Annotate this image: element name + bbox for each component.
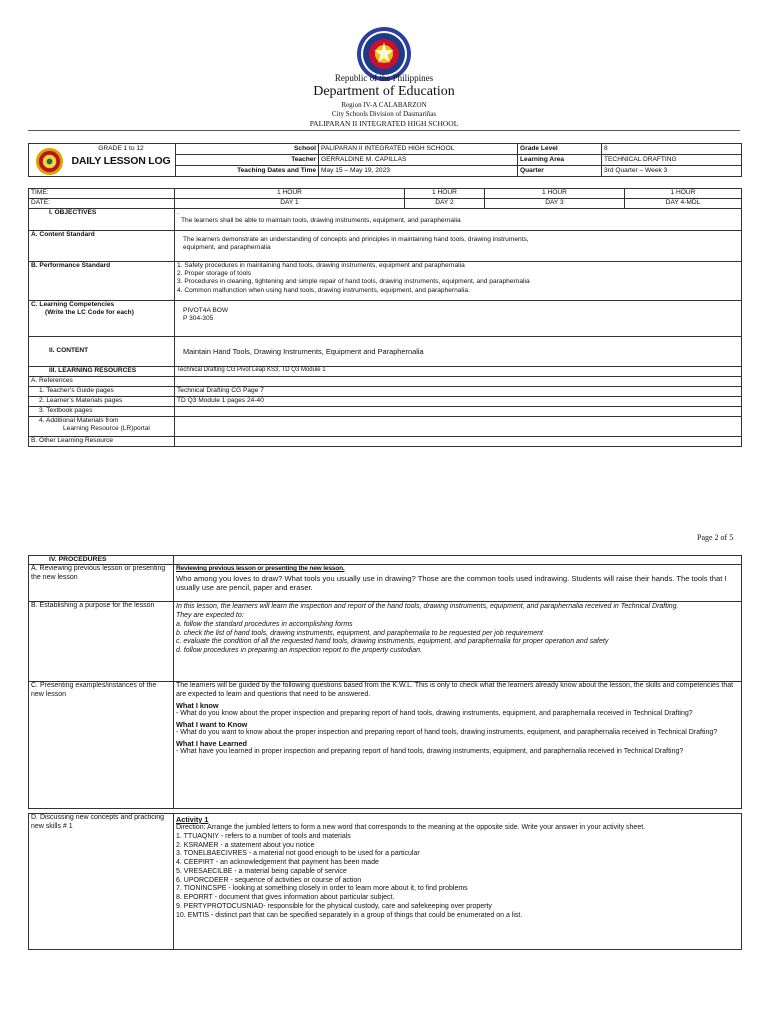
objectives-cell <box>175 209 742 231</box>
republic-line: Republic of the Philippines <box>334 73 434 83</box>
date-day1: DAY 1 <box>175 199 405 209</box>
dll-title-cell <box>29 144 176 177</box>
procedure-a-text: Who among you loves to draw? What tools you usually use in drawing? Those are the common tools used indrawing. Students will raise their hands. The tools that I usually use are pencil, paper and eraser. <box>176 573 727 593</box>
teaching-dates-label: Teaching Dates and Time <box>176 166 319 177</box>
learning-resources-text: Technical Drafting CG Pivot Leap KS3, TD Q3 Module 1 <box>175 367 742 377</box>
date-label: DATE: <box>29 199 175 209</box>
procedure-b-row <box>29 602 742 682</box>
other-resource-row <box>29 437 742 447</box>
activity-item-8: 8. EPORRT - document that gives information about particular subject. <box>176 894 395 902</box>
performance-item-3: 3. Procedures in cleaning, tightening and simple repair of hand tools, drawing instruments, equipment, and paraphernalia <box>177 278 530 286</box>
objectives-dot: . <box>177 209 179 216</box>
procedure-c-label: C. Presenting examples/instances of the new lesson <box>29 682 174 809</box>
performance-standard-row <box>29 262 742 301</box>
content-standard-row <box>29 231 742 262</box>
procedure-b-item-d: d. follow procedures in preparing an inspection report to the property custodian. <box>176 647 422 655</box>
procedure-b-item-a: a. follow the standard procedures in accomplishing forms <box>176 620 353 628</box>
learning-competencies-cell <box>29 301 175 337</box>
time-day4: 1 HOUR <box>625 189 742 199</box>
activity-item-6: 6. UPORCDEER - sequence of activities or course of action <box>176 876 362 884</box>
content-label: II. CONTENT <box>29 337 175 367</box>
activity-direction: Direction: Arrange the jumbled letters to form a new word that corresponds to the meaning at the opposite side. Write your answer in your activity sheet. <box>176 824 646 832</box>
date-day2: DAY 2 <box>405 199 485 209</box>
time-day2: 1 HOUR <box>405 189 485 199</box>
date-day4: DAY 4-MDL <box>625 199 742 209</box>
lc-code-cell <box>175 301 742 337</box>
content-row <box>29 337 742 367</box>
school-name-line: PALIPARAN II INTEGRATED HIGH SCHOOL <box>309 119 459 128</box>
what-i-know-title: What I know <box>176 700 219 710</box>
performance-standard-cell <box>175 262 742 301</box>
teachers-guide-value: Technical Drafting CG Page 7 <box>175 387 742 397</box>
what-i-know-text: - What do you know about the proper inspection and preparing report of hand tools, drawing instruments, equipment, and paraphernalia received in Technical Drafting? <box>176 710 693 718</box>
activity-item-2: 2. KSRAMER - a statement about you notice <box>176 841 315 849</box>
procedure-c-intro: The learners will be guided by the following questions based from the K.W.L. This is only to check what the learners already know about the lesson, the skills and competencies that are expected to learn and questions that need to be answered. <box>176 682 734 699</box>
content-standard-text-2: equipment, and paraphernalia <box>183 244 271 252</box>
references-value <box>175 377 742 387</box>
objectives-row <box>29 209 742 231</box>
activity-table <box>28 813 742 950</box>
grade-level-value: 8 <box>602 144 742 155</box>
teacher-value: GERRALDINE M. CAPILLAS <box>319 155 518 166</box>
content-standard-text: The learners demonstrate an understanding of concepts and principles in maintaining hand tools, drawing instruments, <box>183 236 529 243</box>
learning-resources-row <box>29 367 742 377</box>
activity-item-10: 10. EMTIS - distinct part that can be specified separately in a group of things that could be enumerated on a list. <box>176 911 523 919</box>
activity-item-4: 4. CEEPIRT - an acknowledgement that payment has been made <box>176 859 379 867</box>
procedure-b-label: B. Establishing a purpose for the lesson <box>29 602 174 682</box>
page-number: Page 2 of 5 <box>697 533 734 542</box>
learning-competencies-label: C. Learning Competencies <box>31 301 115 308</box>
performance-item-2: 2. Proper storage of tools <box>177 270 252 278</box>
procedure-a-title: Reviewing previous lesson or presenting the new lesson. <box>176 565 345 573</box>
what-i-want-title: What I want to Know <box>176 719 248 729</box>
lesson-info-table <box>28 143 742 177</box>
grade-level-label: Grade Level <box>518 144 602 155</box>
additional-materials-label: 4. Additional Materials from <box>39 417 119 424</box>
performance-item-4: 4. Common malfunction when using hand tools, drawing instruments, equipment, and paraphernalia. <box>177 286 470 294</box>
time-label: TIME: <box>29 189 175 199</box>
procedures-table <box>28 555 742 809</box>
performance-standard-label: B. Performance Standard <box>29 262 175 301</box>
procedures-header-row <box>29 556 742 565</box>
learners-materials-label: 2. Learner’s Materials pages <box>29 397 175 407</box>
activity-item-7: 7. TIONINCSPE - looking at something closely in order to learn more about it, to find problems <box>176 885 468 893</box>
time-day1: 1 HOUR <box>175 189 405 199</box>
additional-materials-cell <box>29 417 175 437</box>
procedures-label: IV. PROCEDURES <box>29 556 174 565</box>
other-resource-value <box>175 437 742 447</box>
teachers-guide-row <box>29 387 742 397</box>
header-divider <box>28 130 740 131</box>
teaching-dates-value: May 15 – May 19, 2023 <box>319 166 518 177</box>
learning-resources-label: III. LEARNING RESOURCES <box>29 367 175 377</box>
procedure-b-intro: In this lesson, the learners will learn the inspection and report of the hand tools, drawing instruments, equipment, and paraphernalia received in Technical Drafting. <box>176 603 679 611</box>
activity-item-1: 1. TTUAQNIY - refers to a number of tools and materials <box>176 832 351 840</box>
date-row <box>29 199 742 209</box>
learning-area-label: Learning Area <box>518 155 602 166</box>
content-standard-label: A. Content Standard <box>29 231 175 262</box>
additional-materials-label-2: Learning Resource (LR)portal <box>63 425 150 433</box>
activity-item-3: 3. TONELBAECIVRES - a material not good enough to be used for a particular <box>176 850 420 858</box>
division-line: City Schools Division of Dasmariñas <box>331 110 437 118</box>
objectives-label: I. OBJECTIVES <box>29 209 175 231</box>
procedure-c-row <box>29 682 742 809</box>
quarter-label: Quarter <box>518 166 602 177</box>
content-standard-cell <box>175 231 742 262</box>
procedure-a-label: A. Reviewing previous lesson or presenting the new lesson <box>29 565 174 602</box>
procedure-c-cell <box>174 682 742 809</box>
procedure-b-item-b: b. check the list of hand tools, drawing instruments, equipment, and paraphernalia to be requested per job requirement <box>176 629 543 637</box>
teachers-guide-label: 1. Teacher’s Guide pages <box>29 387 175 397</box>
learners-materials-value: TD Q3 Module 1 pages 24-40 <box>175 397 742 407</box>
textbook-value <box>175 407 742 417</box>
teacher-label: Teacher <box>176 155 319 166</box>
activity-title: Activity 1 <box>176 815 209 824</box>
procedure-d-label: D. Discussing new concepts and practicing new skills # 1 <box>29 814 174 950</box>
what-i-learned-text: - What have you learned in proper inspection and preparing report of hand tools, drawing instruments, equipment, and paraphernalia received in Technical Drafting? <box>176 747 684 755</box>
region-line: Region IV-A CALABARZON <box>341 101 427 109</box>
lesson-plan-table <box>28 188 742 447</box>
procedure-b-item-c: c. evaluate the condition of all the requested hand tools, drawing instruments, equipment, and paraphernalia for proper operation and safety <box>176 638 609 646</box>
department-title: Department of Education <box>313 84 455 99</box>
procedure-d-cell <box>174 814 742 950</box>
activity-item-5: 5. VRESAECILBE - a material being capable of service <box>176 867 347 875</box>
time-day3: 1 HOUR <box>485 189 625 199</box>
additional-materials-value <box>175 417 742 437</box>
content-text: Maintain Hand Tools, Drawing Instruments, Equipment and Paraphernalia <box>175 337 742 367</box>
procedure-a-row <box>29 565 742 602</box>
learning-competencies-row <box>29 301 742 337</box>
procedure-b-cell <box>174 602 742 682</box>
objectives-text: The learners shall be able to maintain tools, drawing instruments, equipment, and paraphernalia <box>181 217 461 225</box>
what-i-want-text: - What do you want to know about the proper inspection and preparing report of hand tools, drawing instruments, equipment, and paraphernalia received in Technical Drafting? <box>176 728 718 736</box>
school-logo-icon <box>35 147 64 176</box>
textbook-row <box>29 407 742 417</box>
date-day3: DAY 3 <box>485 199 625 209</box>
procedure-d-row <box>29 814 742 950</box>
grade-range: GRADE 1 to 12 <box>98 145 144 152</box>
other-resource-label: B. Other Learning Resource <box>29 437 175 447</box>
textbook-label: 3. Textbook pages <box>29 407 175 417</box>
lc-pages: P 304-305 <box>183 315 214 323</box>
dll-title: DAILY LESSON LOG <box>71 155 171 167</box>
activity-item-9: 9. PERTYPROTOCUSNIAD- responsible for the physical custody, care and safekeeping over property <box>176 902 492 910</box>
performance-item-1: 1. Safety procedures in maintaining hand tools, drawing instruments, equipment and paraphernalia <box>177 262 465 269</box>
learners-materials-row <box>29 397 742 407</box>
references-row <box>29 377 742 387</box>
lc-code: PIVOT4A BOW <box>183 307 229 314</box>
school-label: School <box>176 144 319 155</box>
procedure-a-cell <box>174 565 742 602</box>
learning-area-value: TECHNICAL DRAFTING <box>602 155 742 166</box>
school-value: PALIPARAN II INTEGRATED HIGH SCHOOL <box>319 144 518 155</box>
procedures-header-empty <box>174 556 742 565</box>
what-i-learned-title: What I have Learned <box>176 738 247 748</box>
time-row <box>29 189 742 199</box>
procedure-b-expected: They are expected to: <box>176 612 244 620</box>
references-label: A. References <box>29 377 175 387</box>
learning-competencies-label-2: (Write the LC Code for each) <box>45 309 134 317</box>
additional-materials-row <box>29 417 742 437</box>
quarter-value: 3rd Quarter – Week 3 <box>602 166 742 177</box>
